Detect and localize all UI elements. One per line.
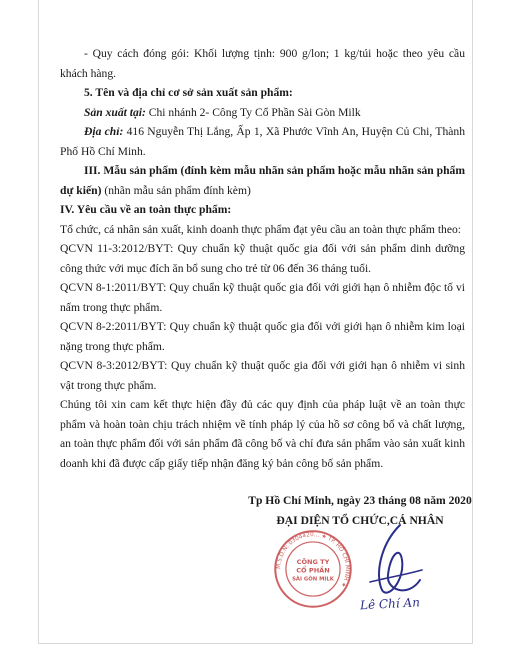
address-label: Địa chỉ: xyxy=(84,125,124,138)
section-4-heading: IV. Yêu cầu về an toàn thực phẩm: xyxy=(60,203,232,216)
company-stamp xyxy=(272,528,354,610)
producer-label: Sản xuất tại: xyxy=(84,105,146,119)
place-date: Tp Hồ Chí Minh, ngày 23 tháng 08 năm 2020 xyxy=(248,494,472,507)
signer-name: Lê Chí An xyxy=(359,595,421,613)
address-line xyxy=(60,122,465,161)
svg-text:CỔ PHẦN: CỔ PHẦN xyxy=(296,566,330,575)
svg-text:M.S.D.N: 0304420... ★ TP. HỒ C: M.S.D.N: 0304420... ★ TP. HỒ CHÍ MINH ★ xyxy=(276,532,350,589)
packaging-line: - Quy cách đóng gói: Khối lượng tịnh: 900 g/lon; 1 kg/túi hoặc theo yêu cầu khách hàng. xyxy=(60,47,465,80)
regulation-item: QCVN 8-1:2011/BYT: Quy chuẩn kỹ thuật quốc gia đối với giới hạn ô nhiễm độc tố vi nấm trong thực phẩm. xyxy=(60,281,465,314)
svg-text:CÔNG TY: CÔNG TY xyxy=(296,558,330,567)
commitment-paragraph: Chúng tôi xin cam kết thực hiện đầy đủ các quy định của pháp luật về an toàn thực phẩm và hoàn toàn chịu trách nhiệm về tính pháp lý của hồ sơ công bố và chất lượng, an toàn thực phẩm đối với sản phẩm đã công bố và chỉ đưa sản phẩm vào sản xuất kinh doanh khi đã được cấp giấy tiếp nhận đăng ký bản công bố sản phẩm. xyxy=(60,398,465,470)
requirement-intro: Tổ chức, cá nhân sản xuất, kinh doanh thực phẩm đạt yêu cầu an toàn thực phẩm theo: xyxy=(60,222,461,236)
representative-title: ĐẠI DIỆN TỔ CHỨC,CÁ NHÂN xyxy=(276,513,444,527)
regulation-item: QCVN 8-2:2011/BYT: Quy chuẩn kỹ thuật quốc gia đối với giới hạn ô nhiễm kim loại nặng trong thực phẩm. xyxy=(60,320,465,353)
regulation-item: QCVN 11-3:2012/BYT: Quy chuẩn kỹ thuật quốc gia đối với sản phẩm dinh dưỡng công thức với mục đích ăn bổ sung cho trẻ từ 06 đến 36 tháng tuổi. xyxy=(60,242,465,275)
document-body xyxy=(60,44,465,473)
regulation-item: QCVN 8-3:2012/BYT: Quy chuẩn kỹ thuật quốc gia đối với giới hạn ô nhiễm vi sinh vật trong thực phẩm. xyxy=(60,359,465,392)
producer-line xyxy=(60,103,465,123)
section-3-line xyxy=(60,161,465,200)
section-3-note: (nhãn mẫu sản phẩm đính kèm) xyxy=(101,183,251,197)
producer-value: Chi nhánh 2- Công Ty Cổ Phần Sài Gòn Milk xyxy=(145,105,361,119)
address-value: 416 Nguyễn Thị Lắng, Ấp 1, Xã Phước Vĩnh An, Huyện Củ Chi, Thành Phố Hồ Chí Minh. xyxy=(60,125,465,158)
section-5-heading: 5. Tên và địa chỉ cơ sở sản xuất sản phẩm: xyxy=(84,86,293,99)
svg-text:SÀI GÒN MILK: SÀI GÒN MILK xyxy=(292,576,334,583)
section-3-heading: III. Mẫu sản phẩm (đính kèm mẫu nhãn sản phẩm hoặc mẫu nhãn sản phẩm dự kiến) xyxy=(60,164,465,197)
